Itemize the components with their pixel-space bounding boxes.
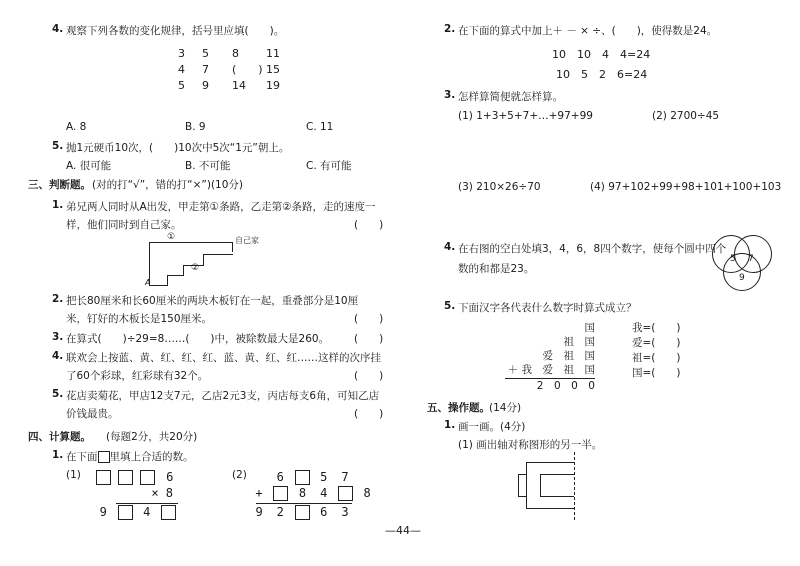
symmetry-axis	[574, 452, 576, 520]
r-q3-number: 3.	[444, 89, 456, 101]
calc-1-label: (1)	[66, 469, 81, 481]
r-q3-text: 怎样算简便就怎样算。	[458, 91, 563, 103]
s3-q2-answer-paren: ( )	[354, 313, 384, 325]
puzzle-row-2: 祖 国	[563, 336, 595, 348]
s5-q1a-text: (1) 画出轴对称图形的另一半。	[458, 439, 603, 451]
section-3-title: 三、判断题。	[28, 179, 91, 191]
calc-2-blank[interactable]	[295, 470, 310, 485]
answer-wo[interactable]: 我=( )	[632, 322, 681, 334]
puzzle-addition	[505, 321, 595, 393]
calc-1-blank[interactable]	[96, 470, 111, 485]
calc-1-blank[interactable]	[118, 470, 133, 485]
path-2-label: ②	[191, 263, 200, 273]
calc-1-blank[interactable]	[118, 505, 133, 520]
q4-grid	[178, 46, 298, 94]
s3-q1-line1: 弟兄两人同时从A出发，甲走第①条路，乙走第②条路，走的速度一	[66, 201, 376, 213]
q4-option-a: A. 8	[66, 121, 87, 133]
r-q3-expr-3: (3) 210×26÷70	[458, 181, 541, 193]
s3-q5-line1: 花店卖菊花，甲店12支7元，乙店2元3支，丙店每支6角，可知乙店	[66, 390, 380, 402]
calc-2-blank[interactable]	[338, 486, 353, 501]
puzzle-row-1: 国	[584, 322, 595, 334]
s3-q5-line2: 价钱最贵。	[66, 408, 119, 420]
s3-q1-number: 1.	[52, 199, 64, 211]
r-q5-text: 下面汉字各代表什么数字时算式成立？	[458, 302, 637, 314]
venn-circle-bottom	[723, 253, 761, 291]
section-5-note: (14分)	[489, 402, 522, 414]
r-q3-expr-1: (1) 1+3+5+7+…+97+99	[458, 110, 593, 122]
calc-2: 6 5 7 + 8 4 8 9 2 6 3	[255, 470, 371, 519]
s4-q1-number: 1.	[52, 449, 64, 461]
s3-q1-answer-paren: ( )	[354, 219, 384, 231]
path-figure	[145, 232, 259, 288]
calc-1: 6 × 8 9 4	[96, 470, 176, 521]
section-4-title: 四、计算题。	[28, 431, 91, 443]
page-number: —44—	[385, 524, 421, 537]
answer-ai[interactable]: 爱=( )	[632, 337, 681, 349]
r-q4-number: 4.	[444, 241, 456, 253]
venn-number-7: 7	[748, 254, 754, 264]
calc-1-blank[interactable]	[140, 470, 155, 485]
s3-q5-number: 5.	[52, 388, 64, 400]
puzzle-row-4: ＋ 我 爱 祖 国	[507, 364, 595, 376]
puzzle-answers	[632, 321, 681, 381]
puzzle-result: 2 0 0 0	[505, 378, 595, 393]
q4-grid-row-1: 3 5 8 11	[178, 47, 280, 60]
calc-2-label: (2)	[232, 469, 247, 481]
q5-option-b: B. 不可能	[185, 160, 231, 172]
home-label: 自己家	[235, 236, 259, 245]
s3-q4-line1: 联欢会上按蓝、黄、红、红、红、蓝、黄、红、红……这样的次序挂	[66, 352, 381, 364]
q5-option-c: C. 有可能	[306, 160, 352, 172]
s3-q2-line1: 把长80厘米和长60厘米的两块木板钉在一起，重叠部分是10厘	[66, 295, 359, 307]
section-3-note: (对的打“√”，错的打“×”)(10分)	[92, 179, 243, 191]
q5-text: 抛1元硬币10次，( )10次中5次“1元”朝上。	[66, 142, 290, 154]
puzzle-row-3: 爱 祖 国	[542, 350, 595, 362]
blank-box-icon	[98, 451, 110, 463]
calc-2-blank[interactable]	[273, 486, 288, 501]
s3-q1-line2: 样，他们同时到自己家。	[66, 219, 182, 231]
r-q3-expr-4: (4) 97+102+99+98+101+100+103	[590, 181, 782, 193]
q4-number: 4.	[52, 23, 64, 35]
s3-q4-line2: 了60个彩球，红彩球有32个。	[66, 370, 209, 382]
point-a-label: A	[145, 278, 151, 287]
s3-q3-answer-paren: ( )	[354, 333, 384, 345]
q4-option-b: B. 9	[185, 121, 206, 133]
venn-figure	[712, 233, 774, 291]
q4-option-c: C. 11	[306, 121, 334, 133]
q5-number: 5.	[52, 140, 64, 152]
r-q4-line2: 数的和都是23。	[458, 263, 535, 275]
s5-q1-number: 1.	[444, 419, 456, 431]
section-5-title: 五、操作题。	[427, 402, 490, 414]
venn-number-5: 5	[730, 254, 736, 264]
answer-guo[interactable]: 国=( )	[632, 367, 681, 379]
r-q2-eq1: 10 10 4 4=24	[552, 48, 651, 61]
s3-q3-number: 3.	[52, 331, 64, 343]
r-q2-text: 在下面的算式中加上＋ － × ÷、( )，使得数是24。	[458, 25, 718, 37]
r-q4-line1: 在右图的空白处填3，4，6，8四个数字，使每个圆中四个	[458, 243, 727, 255]
s3-q2-number: 2.	[52, 293, 64, 305]
path-1-label: ①	[167, 232, 176, 242]
symmetry-figure	[518, 452, 582, 520]
calc-1-multiplier: × 8	[151, 486, 173, 500]
q5-option-a: A. 很可能	[66, 160, 112, 172]
r-q3-expr-2: (2) 2700÷45	[652, 110, 720, 122]
calc-1-blank[interactable]	[161, 505, 176, 520]
s3-q3-text: 在算式( )÷29=8……( )中，被除数最大是260。	[66, 333, 330, 345]
s3-q5-answer-paren: ( )	[354, 408, 384, 420]
answer-zu[interactable]: 祖=( )	[632, 352, 681, 364]
r-q2-eq2: 10 5 2 6=24	[556, 68, 648, 81]
q4-grid-row-3: 5 9 14 19	[178, 79, 280, 92]
calc-2-blank[interactable]	[295, 505, 310, 520]
r-q5-number: 5.	[444, 300, 456, 312]
section-4-note: (每题2分，共20分)	[106, 431, 198, 443]
s3-q2-line2: 米，钉好的木板长是150厘米。	[66, 313, 213, 325]
s3-q4-number: 4.	[52, 350, 64, 362]
q4-text: 观察下列各数的变化规律，括号里应填( )。	[66, 25, 285, 37]
venn-number-9: 9	[739, 273, 745, 283]
s3-q4-answer-paren: ( )	[354, 370, 384, 382]
s5-q1-text: 画一画。(4分)	[458, 421, 526, 433]
s4-q1-text: 在下面 里填上合适的数。	[66, 451, 194, 463]
q4-grid-row-2: 4 7 ( ) 15	[178, 63, 280, 76]
r-q2-number: 2.	[444, 23, 456, 35]
